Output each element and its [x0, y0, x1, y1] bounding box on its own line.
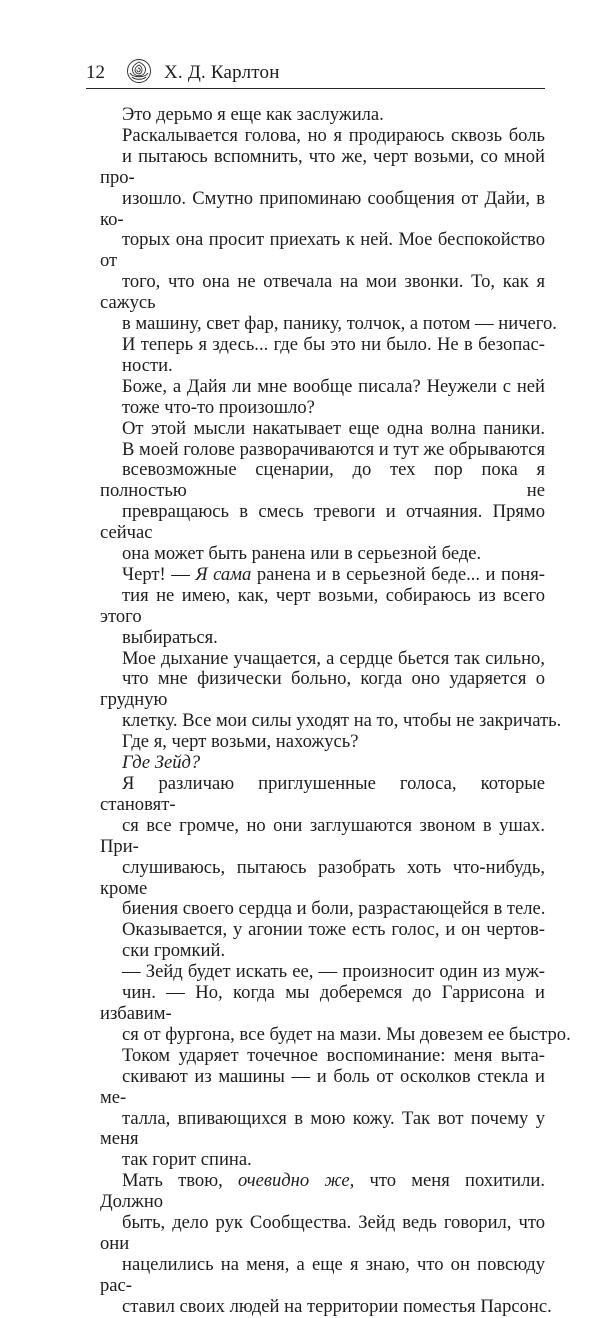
- text-line: она может быть ранена или в серьезной беде.: [122, 543, 482, 565]
- text-line: — Зейд будет искать ее, — произносит один из муж-: [122, 961, 545, 983]
- text-line: ски громкий.: [122, 940, 226, 962]
- text-line: так горит спина.: [122, 1149, 252, 1171]
- text-line: Током ударяет точечное воспоминание: меня выта-: [122, 1044, 545, 1066]
- body-text: [100, 104, 571, 1318]
- text-line: Где я, черт возьми, нахожусь?: [122, 731, 359, 753]
- text-line: ся от фургона, все будет на мази. Мы довезем ее быстро.: [122, 1023, 571, 1045]
- text-line: тия не имею, как, черт возьми, собираюсь из всего этого: [100, 584, 545, 627]
- text-line: что мне физически больно, когда оно ударяется о грудную: [100, 668, 545, 711]
- paragraph: [100, 647, 562, 733]
- text-line: ставил своих людей на территории поместья Парсонс.: [122, 1295, 552, 1317]
- text-line: Мать твою, очевидно же, что меня похитили. Должно: [100, 1170, 545, 1213]
- text-line: Где Зейд?: [122, 752, 201, 774]
- author-name: Х. Д. Карлтон: [164, 62, 280, 83]
- text-line: Я различаю приглушенные голоса, которые становят-: [100, 773, 545, 815]
- paragraph: [100, 124, 557, 335]
- text-line: В моей голове разворачиваются и тут же обрываются: [122, 438, 545, 460]
- text-line: тоже что-то произошло?: [122, 396, 315, 418]
- paragraph: [100, 335, 545, 377]
- text-line: того, что она не отвечала на мои звонки. То, как я сажусь: [100, 271, 545, 314]
- paragraph: [100, 732, 545, 753]
- text-line: От этой мысли накатывает еще одна волна паники.: [122, 417, 545, 439]
- text-line: Оказывается, у агонии тоже есть голос, и он чертов-: [122, 919, 545, 941]
- text-line: Черт! — Я сама ранена и в серьезной беде... и поня-: [122, 563, 545, 585]
- text-line: Это дерьмо я еще как заслужила.: [122, 104, 384, 125]
- text-line: биения своего сердца и боли, разрастающейся в теле.: [122, 898, 546, 920]
- text-line: ности.: [122, 354, 173, 376]
- header-rule: [86, 88, 545, 89]
- paragraph: [100, 377, 545, 419]
- paragraph: [100, 1170, 552, 1317]
- text-line: Раскалывается голова, но я продираюсь сквозь боль: [122, 124, 545, 146]
- running-header: [86, 58, 545, 90]
- page-number: 12: [86, 62, 105, 83]
- text-line: и пытаюсь вспомнить, что же, черт возьми, со мной про-: [100, 145, 545, 188]
- text-line: быть, дело рук Сообщества. Зейд ведь говорил, что они: [100, 1212, 545, 1254]
- text-line: чин. — Но, когда мы доберемся до Гаррисона и избавим-: [100, 982, 545, 1024]
- paragraph: [100, 419, 545, 565]
- text-line: изошло. Смутно припоминаю сообщения от Дайи, в ко-: [100, 187, 545, 230]
- paragraph: [100, 774, 545, 920]
- text-line: талла, впивающихся в мою кожу. Так вот почему у меня: [100, 1107, 545, 1150]
- paragraph: [100, 1046, 545, 1171]
- text-line: клетку. Все мои силы уходят на то, чтобы не закричать.: [122, 710, 562, 732]
- paragraph: [100, 961, 571, 1046]
- text-line: торых она просит приехать к ней. Мое беспокойство от: [100, 229, 545, 272]
- text-line: И теперь я здесь... где бы это ни было. Не в безопас-: [122, 333, 545, 355]
- text-line: Мое дыхание учащается, а сердце бьется так сильно,: [122, 647, 545, 669]
- text-line: ся все громче, но они заглушаются звоном в ушах. При-: [100, 814, 545, 857]
- rose-icon: [126, 58, 152, 84]
- text-line: нацелились на меня, а еще я знаю, что он повсюду рас-: [100, 1253, 545, 1296]
- text-line: Боже, а Дайя ли мне вообще писала? Неужели с ней: [122, 375, 545, 397]
- paragraph: [100, 105, 545, 126]
- paragraph: [100, 565, 545, 649]
- text-line: превращаюсь в смесь тревоги и отчаяния. Прямо сейчас: [100, 501, 545, 544]
- text-line: выбираться.: [122, 626, 218, 648]
- text-line: всевозможные сценарии, до тех пор пока я полностью не: [100, 459, 545, 502]
- text-line: скивают из машины — и боль от осколков стекла и ме-: [100, 1065, 545, 1108]
- text-line: в машину, свет фар, панику, толчок, а потом — ничего.: [122, 313, 557, 335]
- paragraph: [100, 753, 545, 774]
- paragraph: [100, 920, 545, 962]
- text-line: слушиваюсь, пытаюсь разобрать хоть что-нибудь, кроме: [100, 856, 545, 899]
